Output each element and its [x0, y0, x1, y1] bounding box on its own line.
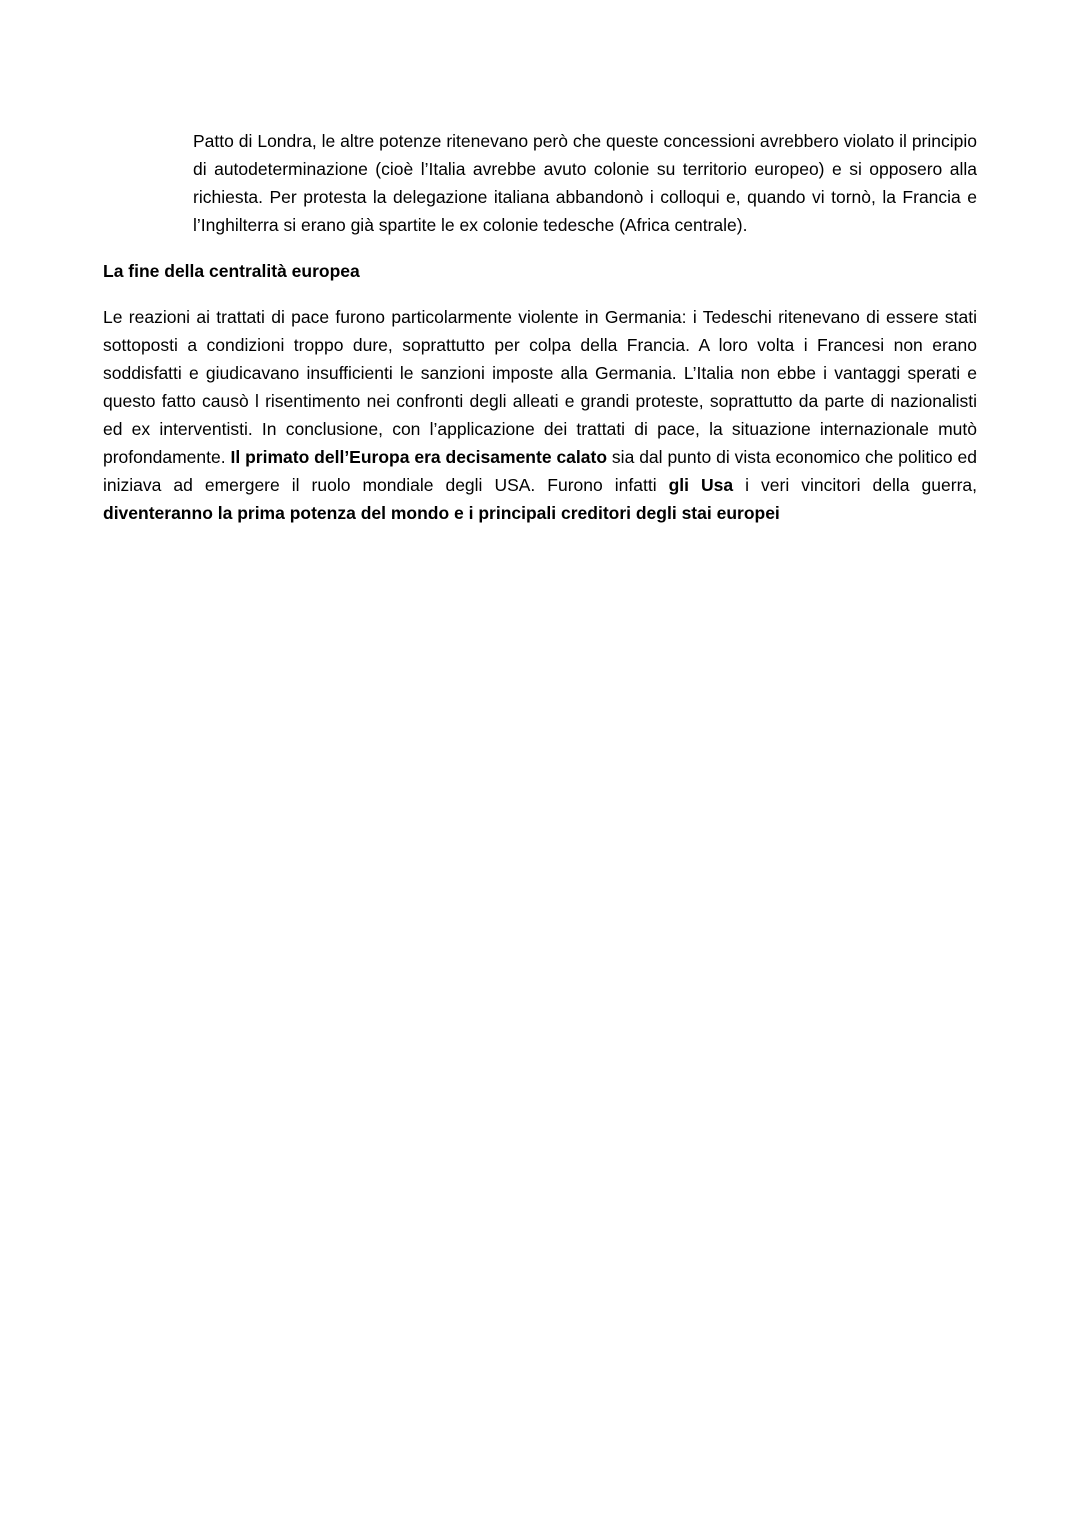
- paragraph-bold-usa: gli Usa: [668, 475, 734, 495]
- section-paragraph: [103, 303, 977, 527]
- paragraph-bold-europe-primacy: Il primato dell’Europa era decisamente calato: [230, 447, 608, 467]
- paragraph-text-part3: i veri vincitori della guerra,: [733, 475, 977, 495]
- continued-paragraph: Patto di Londra, le altre potenze ritenevano però che queste concessioni avrebbero violato il principio di autodeterminazione (cioè l’Italia avrebbe avuto colonie su territorio europeo) e si opposero alla richiesta. Per protesta la delegazione italiana abbandonò i colloqui e, quando vi tornò, la Francia e l’Inghilterra si erano già spartite le ex colonie tedesche (Africa centrale).: [193, 131, 977, 235]
- section-heading: La fine della centralità europea: [103, 261, 360, 281]
- paragraph-text-part2: sia dal punto di vista economico che politico ed iniziava ad emergere il ruolo mondiale degli USA. Furono infatti: [103, 447, 977, 495]
- paragraph-text-part1: Le reazioni ai trattati di pace furono particolarmente violente in Germania: i Tedeschi ritenevano di essere stati sottoposti a condizioni troppo dure, soprattutto per colpa della Francia. A loro volta i Francesi non erano soddisfatti e giudicavano insufficienti le sanzioni imposte alla Germania. L’Italia non ebbe i vantaggi sperati e questo fatto causò l risentimento nei confronti degli alleati e grandi proteste, soprattutto da parte di nazionalisti ed ex interventisti. In conclusione, con l’applicazione dei trattati di pace, la situazione internazionale mutò profondamente.: [103, 307, 977, 467]
- paragraph-bold-world-power: diventeranno la prima potenza del mondo e i principali creditori degli stai europei: [103, 503, 780, 523]
